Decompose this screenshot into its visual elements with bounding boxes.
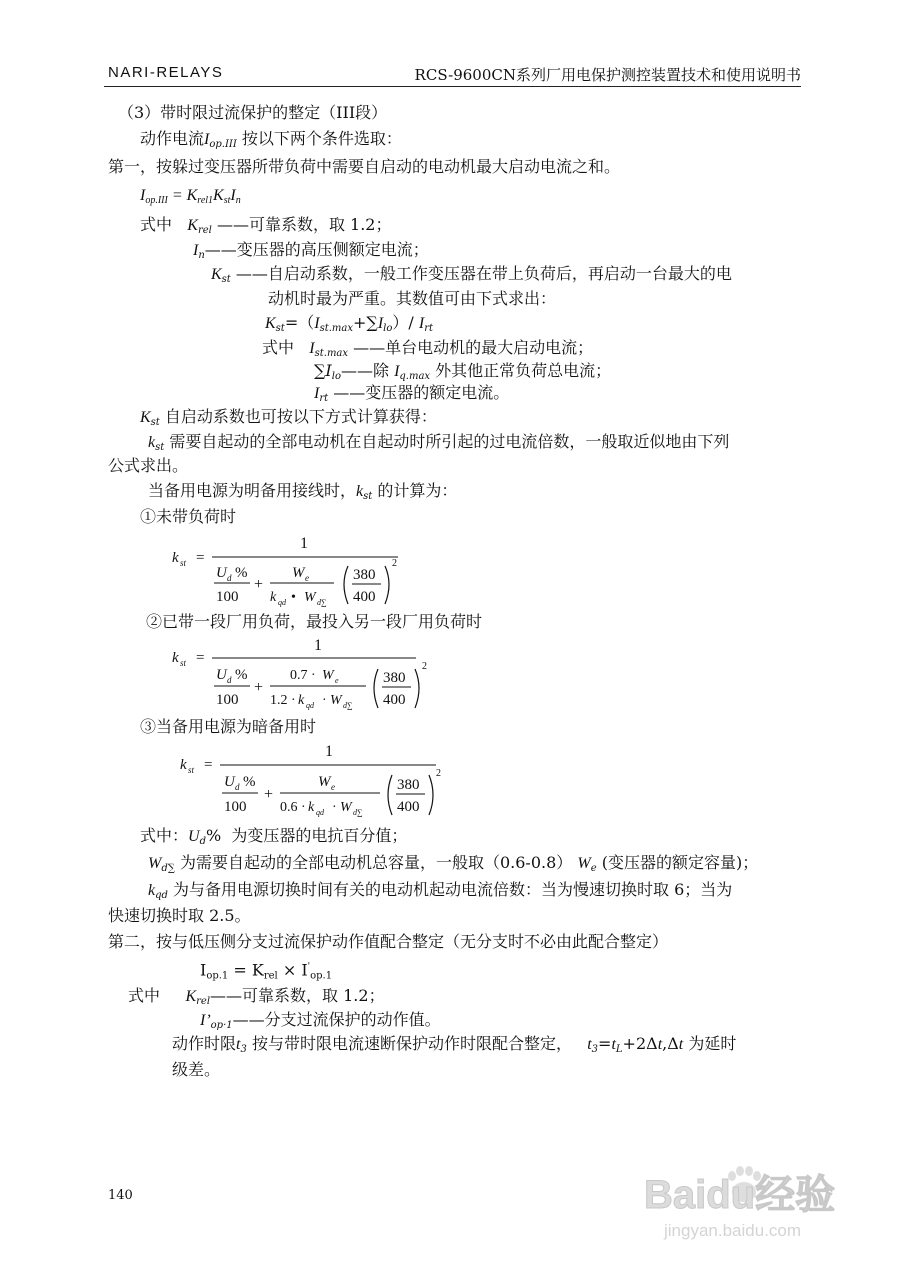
svg-text:U: U [216, 565, 227, 581]
kst-desc-cont: 公式求出。 [108, 456, 189, 475]
svg-text:k: k [270, 590, 277, 605]
time-delay: 动作时限$t_3$ 按与带时限电流速断保护动作时限配合整定， $t_3=t_L+2\Delta t,\Delta t$ 为延时 [172, 1034, 737, 1055]
condition-two: 第二，按与低压侧分支过流保护动作值配合整定（无分支时不必由此配合整定） [108, 932, 669, 951]
svg-text:W: W [330, 693, 342, 708]
svg-text:qd: qd [278, 598, 286, 607]
header-title: RCS-9600CN系列厂用电保护测控装置技术和使用说明书 [414, 66, 801, 84]
def-kqd: $k_{qd}$ 为与备用电源切换时间有关的电动机起动电流倍数：当为慢速切换时取 6；当为 [148, 880, 733, 901]
svg-text:qd: qd [306, 701, 314, 710]
def-krel-two: 式中 $K_{rel}——$可靠系数，取 1.2； [128, 986, 385, 1007]
case-two-label: ②已带一段厂用负荷，最投入另一段厂用负荷时 [146, 612, 483, 631]
svg-text:U: U [216, 667, 227, 683]
equation-iop1: $I_{op.1} = K_{rel} \times I'_{op.1}$ [200, 960, 333, 982]
svg-text:1.2 ·: 1.2 · [270, 693, 296, 708]
svg-text:380: 380 [383, 670, 406, 686]
svg-text:380: 380 [397, 777, 420, 793]
case-three-label: ③当备用电源为暗备用时 [140, 717, 317, 736]
svg-text:·: · [332, 800, 337, 815]
svg-text:%: % [235, 565, 248, 581]
svg-text:2: 2 [436, 768, 441, 779]
svg-text:d∑: d∑ [317, 598, 327, 607]
page-number: 140 [108, 1188, 133, 1203]
svg-text:W: W [292, 565, 305, 581]
svg-text:100: 100 [224, 799, 247, 815]
svg-text:e: e [305, 573, 309, 583]
svg-text:d∑: d∑ [353, 808, 363, 817]
def-istmax: 式中 $I_{st.max}$ ——单台电动机的最大启动电流； [262, 338, 594, 359]
formula-case-three [178, 737, 448, 829]
svg-text:jingyan.baidu.com: jingyan.baidu.com [664, 1221, 802, 1240]
svg-text:k: k [172, 650, 179, 666]
svg-text:0.7 ·: 0.7 · [290, 668, 316, 683]
svg-text:0.6 ·: 0.6 · [280, 800, 306, 815]
condition-one: 第一，按躲过变压器所带负荷中需要自启动的电动机最大启动电流之和。 [108, 157, 621, 176]
def-irt: $I_{rt}$ ——变压器的额定电流。 [314, 383, 510, 404]
svg-text:=: = [196, 650, 205, 666]
def-kst-cont: 动机时最为严重。其数值可由下式求出： [268, 289, 557, 308]
def-wd: $W_{d\sum}$ 为需要自起动的全部电动机总容量，一般取（0.6-0.8） $W_e$ (变压器的额定容量)； [148, 853, 759, 874]
formula-case-two [170, 632, 440, 721]
explicit-backup: 当备用电源为明备用接线时，$k_{st}$ 的计算为： [148, 481, 458, 502]
def-ud: 式中：$U_d\%$ 为变压器的电抗百分值； [140, 826, 408, 847]
svg-text:100: 100 [216, 589, 239, 605]
svg-text:Baidu经验: Baidu经验 [644, 1173, 836, 1217]
svg-text:=: = [196, 550, 205, 566]
equation-kst: $K_{st}=(I_{st.max}+\sum I_{lo})/$ $I_{rt}$ [265, 313, 433, 334]
svg-text:%: % [243, 774, 256, 790]
svg-text:k: k [308, 800, 315, 815]
svg-text:k: k [172, 550, 179, 566]
svg-text:st: st [188, 765, 195, 775]
svg-text:400: 400 [353, 589, 376, 605]
svg-text:W: W [318, 774, 331, 790]
svg-text:400: 400 [397, 799, 420, 815]
svg-text:2: 2 [392, 558, 397, 569]
svg-text:+: + [264, 786, 274, 803]
svg-text:100: 100 [216, 692, 239, 708]
svg-text:W: W [340, 800, 352, 815]
def-iop1: $I’_{op\cdot 1}——$分支过流保护的动作值。 [200, 1010, 441, 1031]
svg-text:d: d [227, 675, 232, 685]
formula-case-one [170, 528, 430, 617]
svg-text:qd: qd [316, 808, 324, 817]
def-kst: $K_{st}$ ——自启动系数，一般工作变压器在带上负荷后，再启动一台最大的电 [211, 264, 732, 285]
svg-text:W: W [322, 668, 334, 683]
svg-text:e: e [331, 782, 335, 792]
def-ilo: $\sum I_{lo}——$除 $I_{q.max}$ 外其他正常负荷总电流； [314, 361, 612, 382]
svg-text:•: • [291, 590, 296, 605]
intro-line: 动作电流$I_{op.III}$ 按以下两个条件选取： [140, 129, 402, 150]
svg-text:2: 2 [422, 661, 427, 672]
def-krel: 式中 $K_{rel}$ ——可靠系数，取 1.2； [140, 215, 392, 236]
svg-text:st: st [180, 558, 187, 568]
svg-text:%: % [235, 667, 248, 683]
baidu-watermark [640, 1140, 850, 1255]
kst-alt: $K_{st}$ 自启动系数也可按以下方式计算获得： [140, 407, 437, 428]
header-brand: NARI-RELAYS [108, 64, 224, 81]
svg-text:d∑: d∑ [343, 701, 353, 710]
svg-text:400: 400 [383, 692, 406, 708]
svg-text:d: d [235, 782, 240, 792]
svg-text:1: 1 [314, 637, 322, 654]
equation-iop3: $I_{op.III} = K_{rel1}K_{st}I_n$ [140, 187, 241, 206]
svg-text:e: e [335, 676, 339, 685]
svg-text:W: W [304, 590, 316, 605]
svg-text:st: st [180, 658, 187, 668]
header-divider [104, 86, 801, 87]
svg-text:1: 1 [300, 535, 308, 552]
kst-desc: $k_{st}$ 需要自起动的全部电动机在自起动时所引起的过电流倍数，一般取近似地由下列 [148, 432, 730, 453]
svg-text:380: 380 [353, 567, 376, 583]
time-delay-cont: 级差。 [172, 1060, 221, 1079]
svg-text:d: d [227, 573, 232, 583]
svg-text:+: + [254, 679, 264, 696]
svg-text:k: k [298, 693, 305, 708]
svg-text:+: + [254, 576, 264, 593]
svg-text:=: = [204, 757, 213, 773]
svg-text:1: 1 [325, 743, 333, 760]
case-one-label: ①未带负荷时 [140, 507, 237, 526]
section-title: （3）带时限过流保护的整定（III段） [118, 103, 388, 122]
def-in: $I_n——$变压器的高压侧额定电流； [193, 240, 429, 261]
svg-text:k: k [180, 757, 187, 773]
svg-text:U: U [224, 774, 235, 790]
def-kqd-cont: 快速切换时取 2.5。 [108, 906, 251, 925]
svg-text:·: · [322, 693, 327, 708]
